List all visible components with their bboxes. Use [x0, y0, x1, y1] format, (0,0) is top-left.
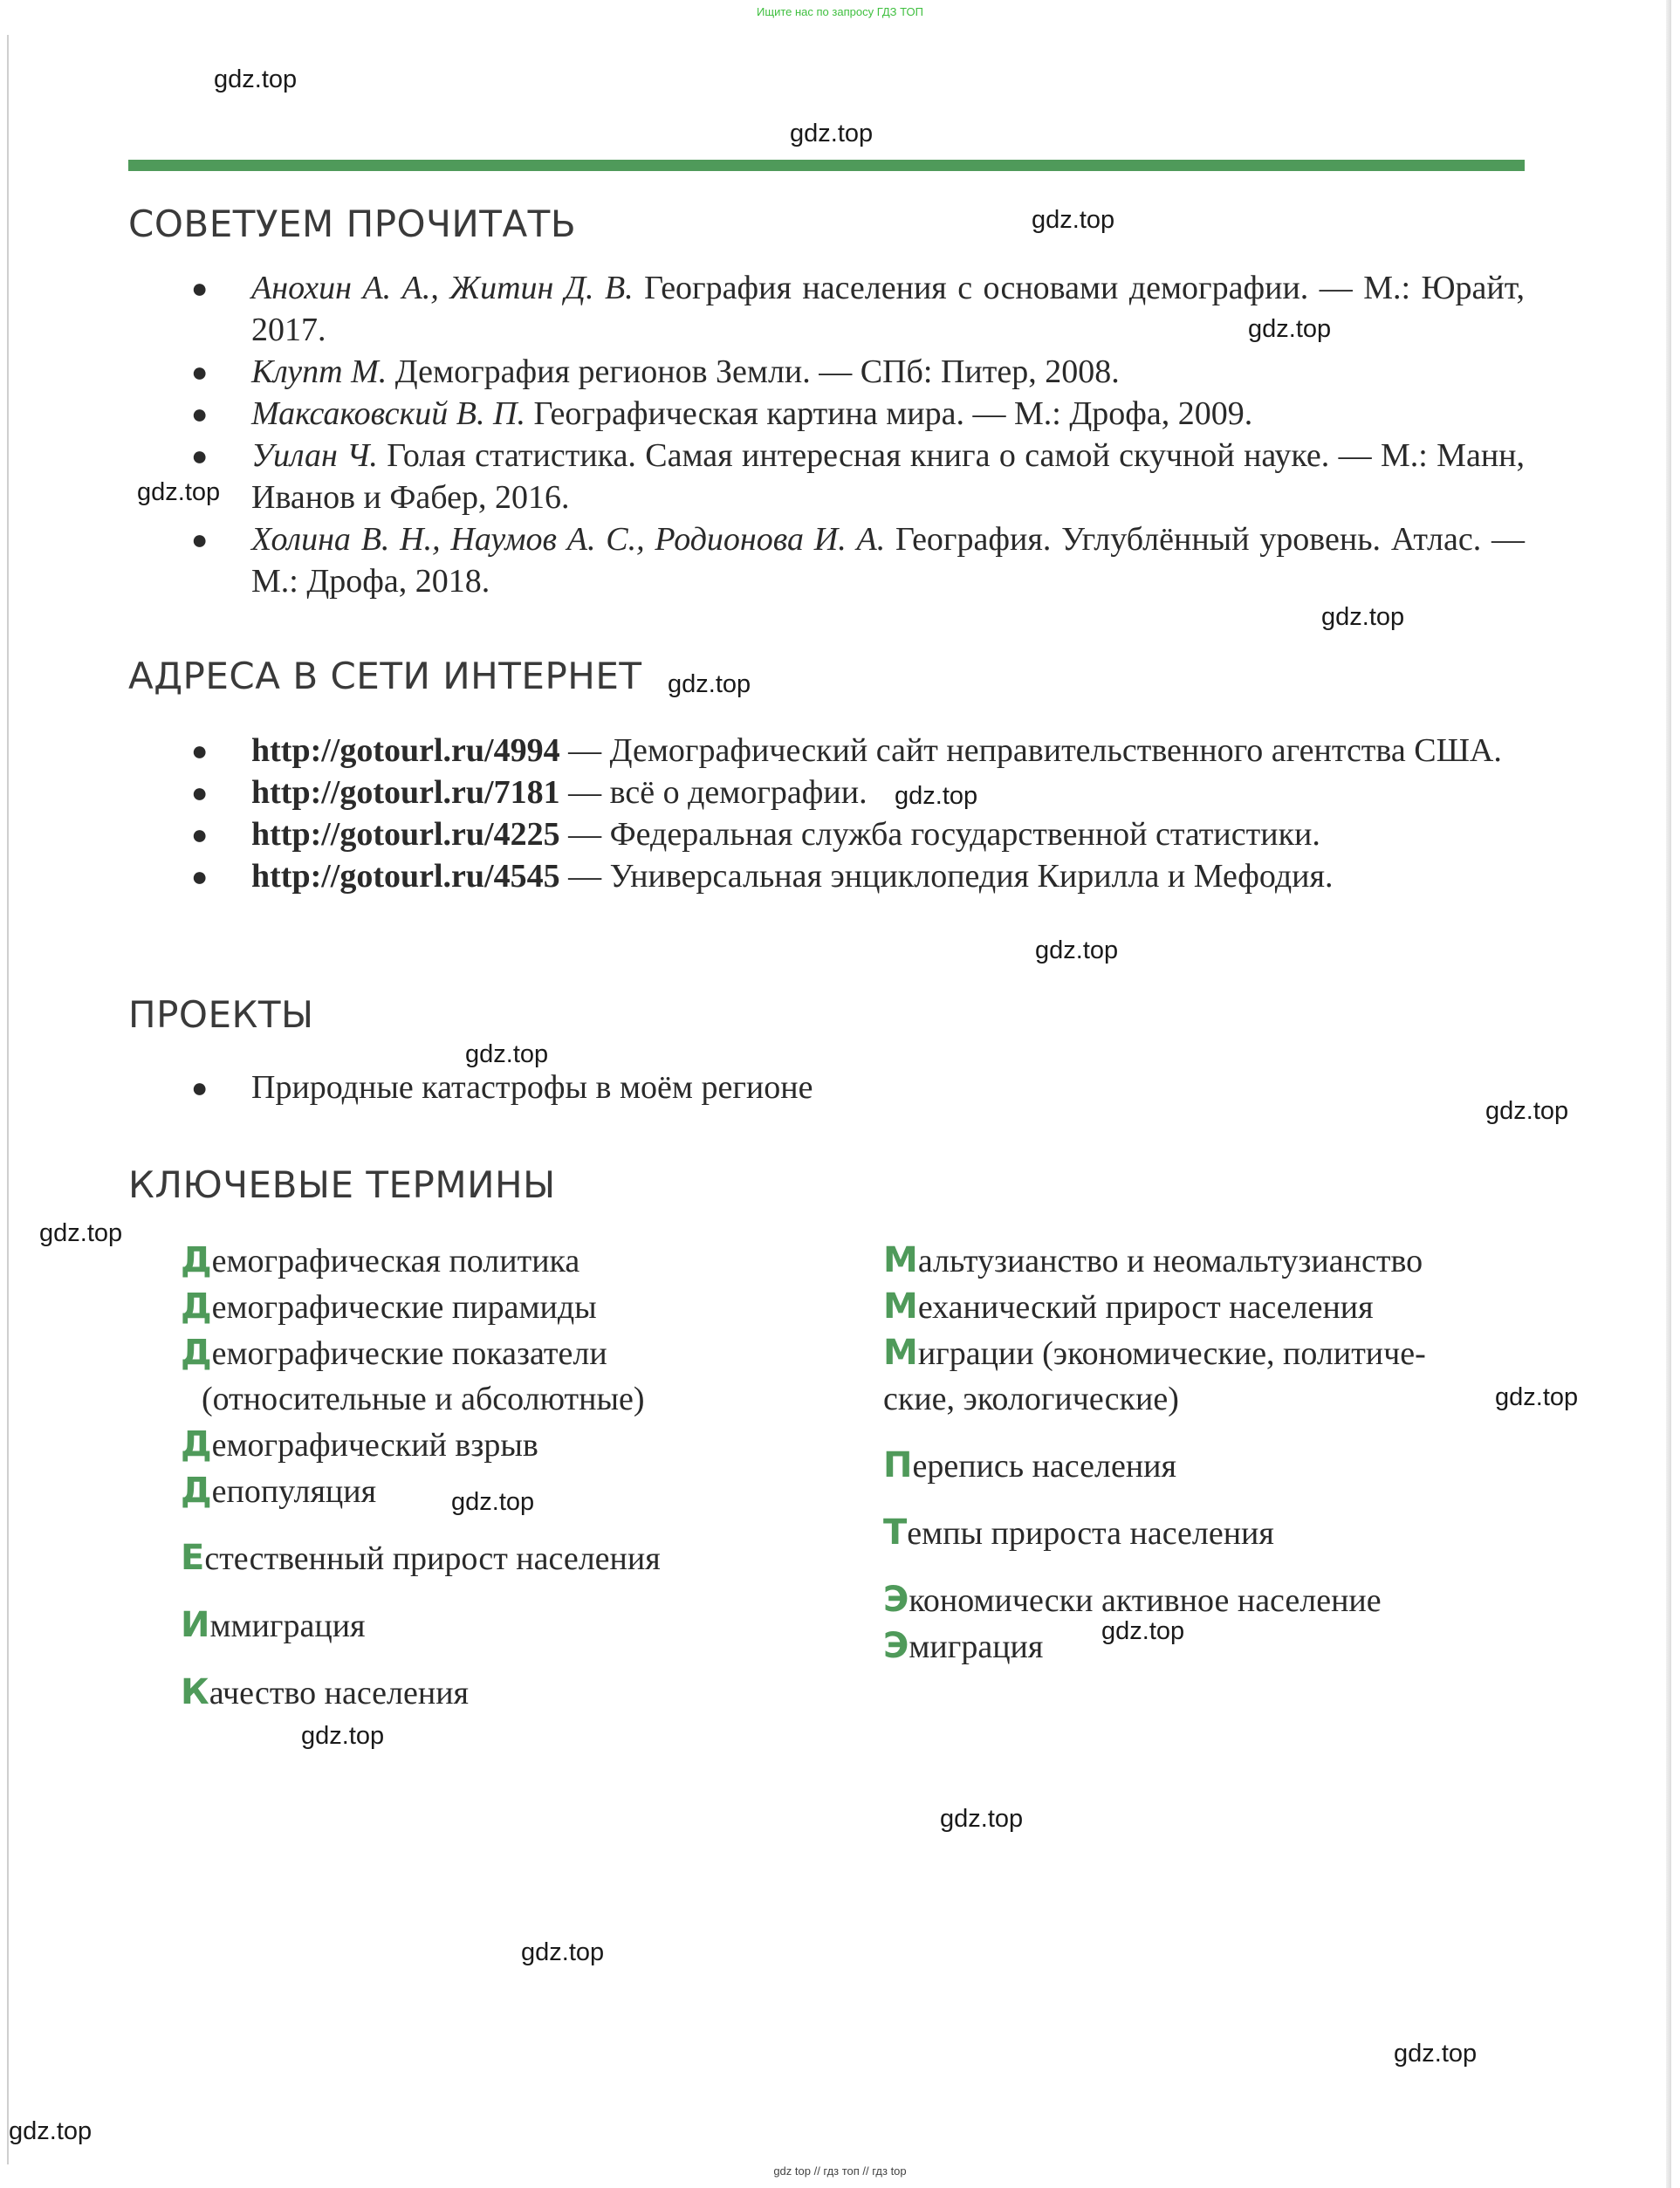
link-description: — Универсальная энциклопедия Кирилла и Мефодия. [559, 858, 1334, 895]
link-description: — всё о демографии. [559, 774, 867, 811]
scan-edge-left [7, 35, 9, 2164]
term-initial: М [883, 1286, 918, 1327]
bullet: ● [191, 398, 209, 429]
term-initial: Д [181, 1424, 212, 1464]
watermark: gdz.top [137, 478, 221, 506]
terms-left-column [181, 1238, 844, 1716]
term-text: стественный прирост населения [204, 1540, 661, 1577]
heading-terms: КЛЮЧЕВЫЕ ТЕРМИНЫ [128, 1163, 556, 1206]
term [181, 1535, 844, 1581]
book-title: Демография регионов Земли. — СПб: Питер, 2008. [387, 353, 1120, 390]
term [181, 1238, 844, 1284]
bullet: ● [191, 356, 209, 388]
term-text: емпы прироста населения [907, 1515, 1274, 1552]
watermark: gdz.top [521, 1938, 605, 1966]
projects-list [128, 1067, 1525, 1108]
heading-recommended: СОВЕТУЕМ ПРОЧИТАТЬ [128, 202, 577, 245]
term-initial: К [181, 1672, 209, 1712]
watermark: gdz.top [895, 782, 978, 810]
term-text: кономически активное население [909, 1582, 1382, 1619]
bullet: ● [191, 440, 209, 471]
term [883, 1577, 1529, 1623]
book-item [128, 267, 1525, 351]
watermark: gdz.top [214, 65, 298, 93]
term-initial: Е [181, 1538, 205, 1578]
watermark: gdz.top [39, 1219, 123, 1247]
term-text: емографические пирамиды [211, 1289, 597, 1326]
term-text: ммиграция [209, 1608, 366, 1644]
term [883, 1623, 1529, 1670]
term-initial: Э [883, 1580, 909, 1620]
book-title: Географическая картина мира. — М.: Дрофа, 2009. [525, 395, 1253, 432]
bullet: ● [191, 735, 209, 766]
term [883, 1443, 1529, 1489]
term-initial: М [883, 1240, 918, 1280]
book-item [128, 518, 1525, 602]
bullet: ● [191, 819, 209, 850]
watermark: gdz.top [1495, 1383, 1579, 1411]
term [181, 1602, 844, 1649]
term-text: ачество населения [209, 1675, 470, 1711]
watermark: gdz.top [1394, 2040, 1478, 2068]
term-initial: Д [181, 1471, 212, 1511]
watermark: gdz.top [1485, 1097, 1569, 1125]
recommended-list [128, 267, 1525, 602]
term-text: емографическая политика [211, 1243, 580, 1279]
watermark: gdz.top [668, 670, 751, 698]
link-item [128, 813, 1525, 855]
watermark: gdz.top [1248, 315, 1332, 343]
book-title: География. Углублённый уровень. Атлас. — М.: Дрофа, 2018. [251, 521, 1525, 600]
heading-internet: АДРЕСА В СЕТИ ИНТЕРНЕТ [128, 655, 642, 697]
term-text: ерепись населения [912, 1448, 1176, 1485]
link-description: — Демографический сайт неправительственного агентства США. [559, 732, 1502, 769]
term [181, 1284, 844, 1330]
term-text: емографический взрыв [211, 1427, 538, 1464]
term [181, 1330, 844, 1422]
term [181, 1670, 844, 1716]
watermark: gdz.top [1032, 206, 1115, 234]
link-item [128, 772, 1525, 813]
watermark: gdz.top [790, 120, 874, 147]
book-title: География населения с основами демографии. — М.: Юрайт, 2017. [251, 270, 1525, 348]
term-text: емографические показатели [211, 1335, 607, 1372]
term-initial: Д [181, 1286, 212, 1327]
watermark: gdz.top [451, 1488, 535, 1516]
bottom-banner: gdz top // гдз топ // гдз top [773, 2164, 907, 2178]
url-link[interactable]: http://gotourl.ru/4545 [251, 858, 560, 895]
term [883, 1238, 1529, 1284]
term-text: миграция [909, 1629, 1044, 1665]
watermark: gdz.top [465, 1040, 549, 1068]
bullet: ● [191, 861, 209, 892]
link-description: — Федеральная служба государственной статистики. [559, 816, 1320, 853]
book-title: Голая статистика. Самая интересная книга о самой скучной науке. — М.: Манн, Иванов и Фабер, 2016. [251, 437, 1526, 516]
term-initial: И [181, 1605, 210, 1645]
book-author: Анохин А. А., Житин Д. В. [251, 270, 634, 306]
term-initial: Д [181, 1333, 212, 1373]
term-text: епопуляция [211, 1473, 377, 1510]
term-text-continuation: ские, экологические) [883, 1381, 1179, 1417]
book-author: Уилан Ч. [251, 437, 378, 474]
book-item [128, 393, 1525, 435]
book-item [128, 435, 1525, 518]
link-item [128, 730, 1525, 772]
term-initial: Т [883, 1512, 908, 1553]
link-item [128, 855, 1525, 897]
book-author: Клупт М. [251, 353, 387, 390]
bullet: ● [191, 524, 209, 555]
watermark: gdz.top [1101, 1617, 1185, 1645]
book-author: Максаковский В. П. [251, 395, 525, 432]
project-item [128, 1067, 1525, 1108]
bullet: ● [191, 777, 209, 808]
watermark: gdz.top [1035, 936, 1119, 964]
term-text: играции (экономические, политиче- [917, 1335, 1426, 1372]
watermark: gdz.top [301, 1722, 385, 1750]
term [883, 1284, 1529, 1330]
top-banner: Ищите нас по запросу ГДЗ ТОП [757, 5, 923, 18]
url-link[interactable]: http://gotourl.ru/4994 [251, 732, 560, 769]
url-link[interactable]: http://gotourl.ru/7181 [251, 774, 560, 811]
watermark: gdz.top [9, 2117, 93, 2145]
book-author: Холина В. Н., Наумов А. С., Родионова И. А. [251, 521, 886, 558]
book-item [128, 351, 1525, 393]
term-initial: П [883, 1445, 913, 1485]
bullet: ● [191, 1072, 209, 1103]
watermark: gdz.top [940, 1805, 1024, 1833]
term [883, 1330, 1529, 1422]
term-text: альтузианство и неомальтузианство [917, 1243, 1423, 1279]
heading-projects: ПРОЕКТЫ [128, 993, 314, 1036]
term [883, 1510, 1529, 1556]
scan-edge-right [1666, 0, 1671, 2188]
project-title: Природные катастрофы в моём регионе [251, 1069, 813, 1106]
url-link[interactable]: http://gotourl.ru/4225 [251, 816, 560, 853]
term [181, 1468, 844, 1514]
term-initial: Д [181, 1240, 212, 1280]
bullet: ● [191, 272, 209, 304]
internet-list [128, 730, 1525, 897]
term-initial: Э [883, 1626, 909, 1666]
term-text: еханический прирост населения [917, 1289, 1374, 1326]
terms-right-column [883, 1238, 1529, 1670]
term-initial: М [883, 1333, 918, 1373]
term [181, 1422, 844, 1468]
header-rule [128, 160, 1525, 171]
watermark: gdz.top [1321, 603, 1405, 631]
term-text-continuation: (относительные и абсолютные) [202, 1381, 645, 1417]
